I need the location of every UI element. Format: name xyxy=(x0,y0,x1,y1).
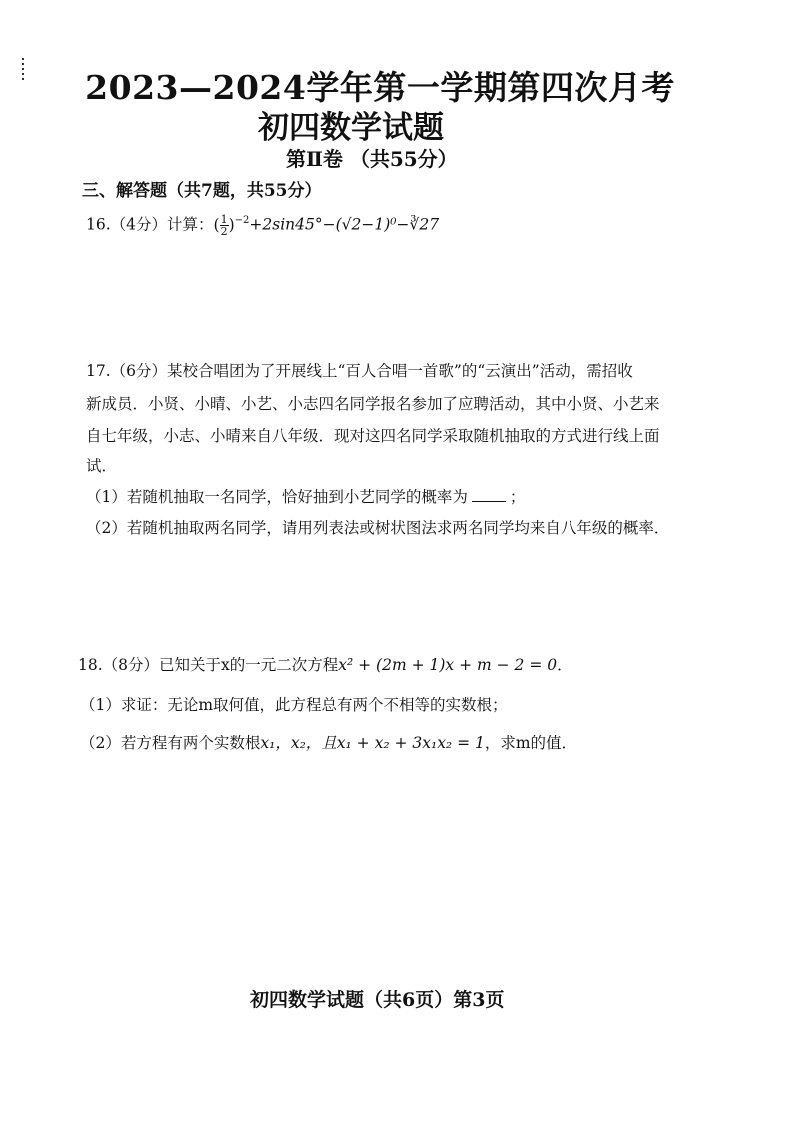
q16-fraction: ( $\frac{1}{2}$ )$^{-2}$ xyxy=(213,213,250,238)
q16-prefix: 16.（4分）计算： xyxy=(86,215,214,234)
q17-line4: 试． xyxy=(86,457,118,475)
question-16 xyxy=(86,214,439,237)
volume-heading: 第Ⅱ卷 （共55分） xyxy=(286,147,458,171)
answer-blank xyxy=(472,501,506,502)
page-footer: 初四数学试题（共6页）第3页 xyxy=(250,989,505,1011)
exam-title: 2023—2024学年第一学期第四次月考 xyxy=(85,68,675,107)
q18-line1-end: ． xyxy=(557,656,573,674)
q18-part2-end: ，求m的值． xyxy=(484,734,578,752)
exam-subtitle: 初四数学试题 xyxy=(258,110,444,146)
q18-part2-text: （2）若方程有两个实数根 xyxy=(80,734,261,752)
q18-line1 xyxy=(78,658,573,674)
q18-equation: x² + (2m + 1)x + m − 2 = 0 xyxy=(338,656,558,674)
q16-expression: +2sin45°−(√2−1)⁰−∛27 xyxy=(249,215,440,234)
section-heading: 三、解答题（共7题，共55分） xyxy=(82,181,322,201)
q17-line1: 17.（6分）某校合唱团为了开展线上“百人合唱一首歌”的“云演出”活动，需招收 xyxy=(86,362,633,380)
q17-part1-end: ； xyxy=(509,488,526,506)
q18-part2 xyxy=(80,736,577,752)
q17-part1-text: （1）若随机抽取一名同学，恰好抽到小艺同学的概率为 xyxy=(86,488,468,506)
q18-part2-equation: x₁，x₂，且x₁ + x₂ + 3x₁x₂ = 1 xyxy=(260,734,485,752)
q18-part1: （1）求证：无论m取何值，此方程总有两个不相等的实数根； xyxy=(80,696,508,714)
q17-line3: 自七年级，小志、小晴来自八年级．现对这四名同学采取随机抽取的方式进行线上面 xyxy=(86,427,660,445)
q17-line2: 新成员．小贤、小晴、小艺、小志四名同学报名参加了应聘活动，其中小贤、小艺来 xyxy=(86,395,660,413)
q17-part1 xyxy=(86,490,525,506)
q18-stem: 18.（8分）已知关于x的一元二次方程 xyxy=(78,656,339,674)
q17-part2: （2）若随机抽取两名同学，请用列表法或树状图法求两名同学均来自八年级的概率． xyxy=(86,519,670,537)
